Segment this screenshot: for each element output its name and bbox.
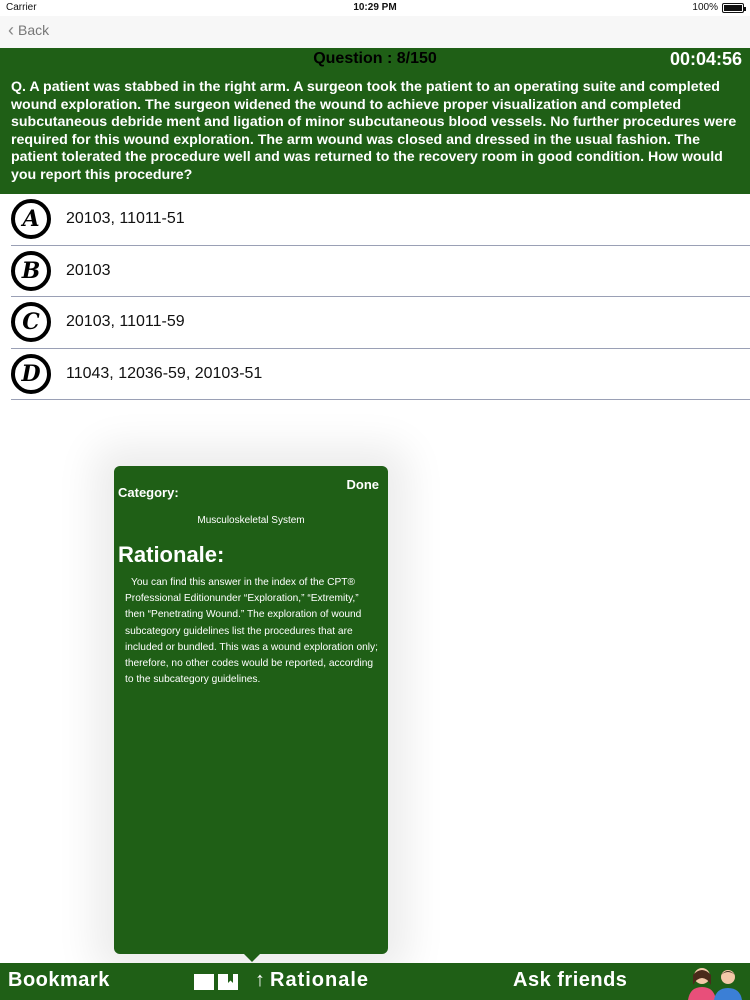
- friends-icon[interactable]: [680, 963, 750, 1000]
- rationale-popover: [114, 466, 388, 954]
- option-b[interactable]: [11, 246, 750, 298]
- option-text: 20103, 11011-59: [66, 313, 185, 331]
- answer-options: [0, 194, 750, 400]
- book-icon[interactable]: [193, 972, 239, 992]
- carrier-label: Carrier: [6, 2, 37, 13]
- option-letter-icon: B: [11, 251, 51, 291]
- done-button[interactable]: Done: [346, 477, 379, 492]
- option-c[interactable]: [11, 297, 750, 349]
- rationale-button-label: Rationale: [270, 969, 370, 991]
- rationale-title: Rationale:: [118, 542, 225, 567]
- rationale-button[interactable]: [255, 969, 369, 992]
- category-value: Musculoskeletal System: [197, 515, 305, 526]
- bookmark-button[interactable]: Bookmark: [8, 969, 110, 991]
- back-button[interactable]: [8, 22, 49, 38]
- question-header: [0, 48, 750, 194]
- battery-icon: [722, 3, 744, 13]
- arrow-up-icon: ↑: [255, 969, 266, 991]
- option-d[interactable]: [11, 349, 750, 401]
- status-bar: [0, 0, 750, 16]
- battery-percent: 100%: [692, 2, 718, 13]
- option-letter-icon: D: [11, 354, 51, 394]
- option-text: 20103, 11011-51: [66, 210, 185, 228]
- rationale-text: You can find this answer in the index of the CPT® Professional Editionunder “Exploration,” “Extremity,” then “Penetrating Wound.” The exploration of wound subcategory guidelines list the procedures that are included or bundled. This was a wound exploration only; therefore, no other codes would be reported, according to the subcategory guidelines.: [125, 577, 378, 686]
- question-text: Q. A patient was stabbed in the right arm. A surgeon took the patient to an operating suite and completed wound exploration. The surgeon widened the wound to achieve proper visualization and completed subcutaneous debride ment and ligation of minor subcutaneous blood vessels. No further procedures were required for this wound exploration. The arm wound was closed and dressed in the usual fashion. The patient tolerated the procedure well and was returned to the recovery room in good condition. How would you report this procedure?: [11, 79, 737, 183]
- battery-indicator: [692, 2, 744, 13]
- option-letter-icon: A: [11, 199, 51, 239]
- chevron-left-icon: ‹: [8, 20, 14, 40]
- category-label: Category:: [118, 485, 179, 500]
- popover-pointer: [244, 954, 260, 962]
- status-time: 10:29 PM: [353, 2, 397, 13]
- timer: 00:04:56: [669, 49, 742, 69]
- ask-friends-button[interactable]: Ask friends: [513, 969, 628, 991]
- option-letter-icon: C: [11, 302, 51, 342]
- back-label: Back: [18, 22, 50, 38]
- question-number: Question : 8/150: [313, 50, 437, 67]
- option-text: 20103: [66, 261, 111, 279]
- option-a[interactable]: [11, 194, 750, 246]
- bottom-toolbar: [0, 963, 750, 1000]
- navigation-bar: [0, 16, 750, 48]
- option-text: 11043, 12036-59, 20103-51: [66, 364, 263, 382]
